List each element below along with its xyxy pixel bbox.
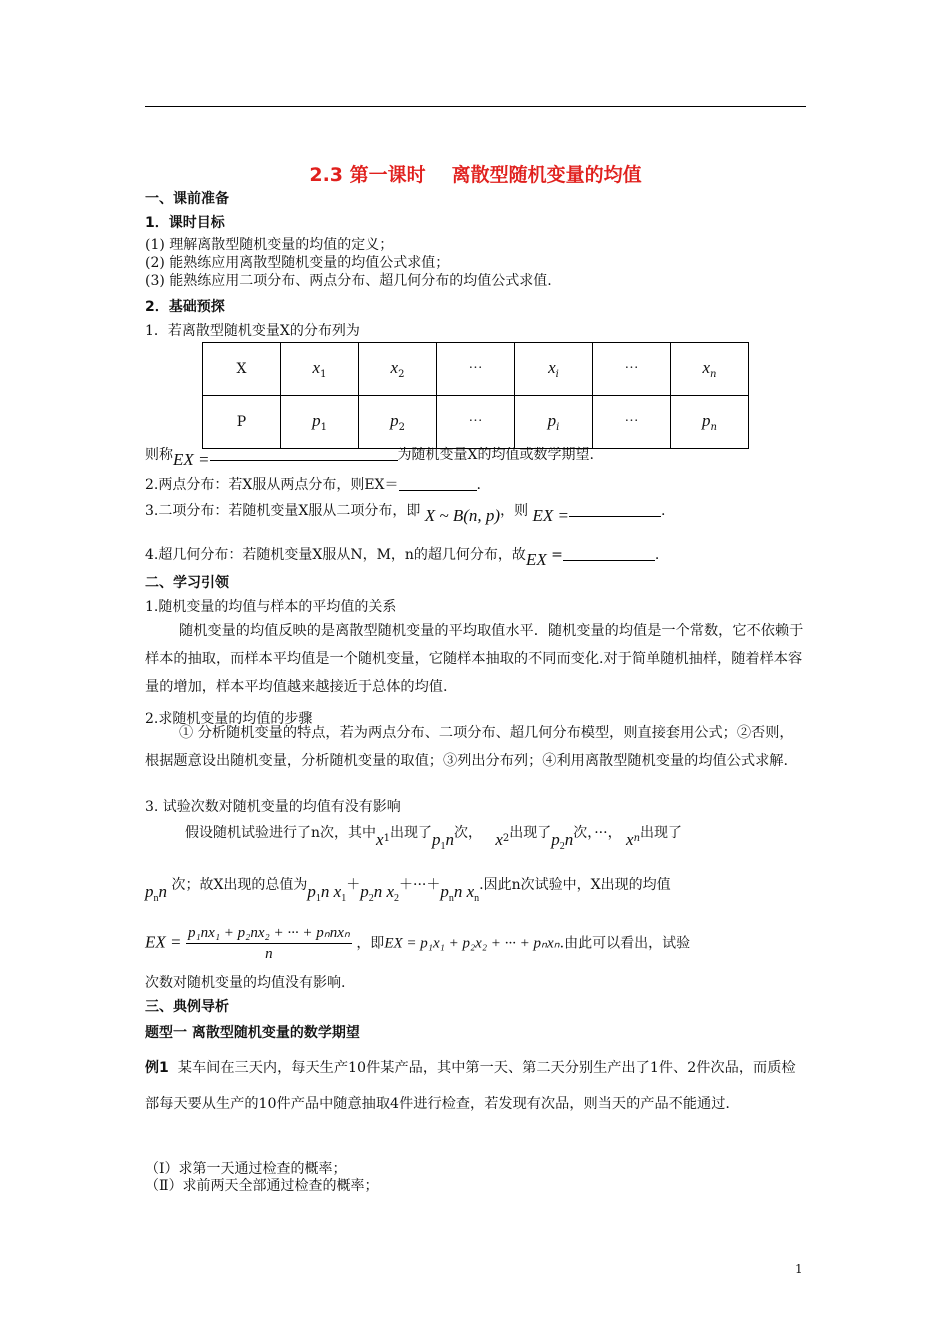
table-cell: $p_i$ <box>515 396 593 449</box>
goal-item: (3) 能熟练应用二项分布、两点分布、超几何分布的均值公式求值. <box>145 273 552 289</box>
page-title: 2.3 第一课时 离散型随机变量的均值 <box>309 164 642 186</box>
table-row <box>203 396 749 449</box>
paragraph: 次数对随机变量的均值没有影响. <box>145 975 346 991</box>
table-row <box>203 343 749 396</box>
subsection-heading: 2．基础预探 <box>145 299 225 315</box>
question-line: 则称EX = 为随机变量X的均值或数学期望. <box>145 447 594 469</box>
formula-line: EX = $\frac{\text{p₁nx₁ + p₂nx₂ + ··· + pₙnxₙ}}{n}$ ，即EX = p₁x₁ + p₂x₂ + ··· + pₙxₙ.由此可以看出，试验 <box>145 925 691 962</box>
question-line: 3.二项分布：若随机变量X服从二项分布，即 X ~ B(n, p)，则 EX = . <box>145 503 666 525</box>
subsection-heading: 3. 试验次数对随机变量的均值有没有影响 <box>145 799 401 815</box>
subsection-heading: 1．课时目标 <box>145 215 225 231</box>
subsection-heading: 题型一 离散型随机变量的数学期望 <box>145 1025 360 1041</box>
goal-item: (2) 能熟练应用离散型随机变量的均值公式求值； <box>145 255 450 271</box>
table-cell: $x_n$ <box>671 343 749 396</box>
table-cell: $x_i$ <box>515 343 593 396</box>
section-heading: 一、课前准备 <box>145 191 229 207</box>
section-heading: 二、学习引领 <box>145 575 229 591</box>
paragraph: ① 分析随机变量的特点，若为两点分布、二项分布、超几何分布模型，则直接套用公式；②否则，根据题意设出随机变量，分析随机变量的取值；③列出分布列；④利用离散型随机变量的均值公式求解. <box>145 725 794 769</box>
example-paragraph: 例1 某车间在三天内，每天生产10件某产品，其中第一天、第二天分别生产出了1件、2件次品，而质检部每天要从生产的10件产品中随意抽取4件进行检查，若发现有次品，则当天的产品不能通过. <box>145 1060 796 1112</box>
page-number: 1 <box>795 1262 803 1276</box>
question-line: 2.两点分布：若X服从两点分布，则EX＝ . <box>145 477 481 493</box>
paragraph: 随机变量的均值反映的是离散型随机变量的平均取值水平．随机变量的均值是一个常数，它不依赖于样本的抽取，而样本平均值是一个随机变量，它随样本抽取的不同而变化.对于简单随机抽样，随着样本容量的增加，样本平均值越来越接近于总体的均值. <box>145 623 804 695</box>
subsection-heading: 2.求随机变量的均值的步骤 <box>145 711 313 727</box>
question-line: （Ⅰ）求第一天通过检查的概率； <box>145 1161 347 1177</box>
question-line: 4.超几何分布：若随机变量X服从N，M，n的超几何分布，故EX = . <box>145 547 660 569</box>
question-line: 1．若离散型随机变量X的分布列为 <box>145 323 360 339</box>
distribution-table <box>202 342 749 449</box>
table-cell: ··· <box>437 396 515 449</box>
table-cell: $p_n$ <box>671 396 749 449</box>
table-cell: ··· <box>437 343 515 396</box>
subsection-heading: 1.随机变量的均值与样本的平均值的关系 <box>145 599 397 615</box>
table-cell: $x_1$ <box>281 343 359 396</box>
table-cell: ··· <box>593 396 671 449</box>
formula-line: $p_nn$ 次；故X出现的总值为$p_1n$ $x_1+p_2n$ $x_2+\cdot\cdot\cdot+p_nn$ $x_n$.因此n次试验中，X出现的均值 <box>145 877 671 904</box>
table-cell: $p_1$ <box>281 396 359 449</box>
goal-item: (1) 理解离散型随机变量的均值的定义； <box>145 237 394 253</box>
section-heading: 三、典例导析 <box>145 999 229 1015</box>
formula-line: 假设随机试验进行了n次，其中$x_1$出现了$p_1n$次， $x_2$出现了$p_2n$次，···， $x_n$出现了 <box>185 825 683 852</box>
question-line: （Ⅱ）求前两天全部通过检查的概率； <box>145 1178 379 1194</box>
table-cell: $p_2$ <box>359 396 437 449</box>
table-cell: ··· <box>593 343 671 396</box>
header-rule <box>145 106 806 107</box>
table-cell: P <box>203 396 281 449</box>
fraction: $\frac{\text{p₁nx₁ + p₂nx₂ + ··· + pₙnxₙ}}{n}$ <box>187 925 350 962</box>
table-cell: $x_2$ <box>359 343 437 396</box>
table-cell: X <box>203 343 281 396</box>
